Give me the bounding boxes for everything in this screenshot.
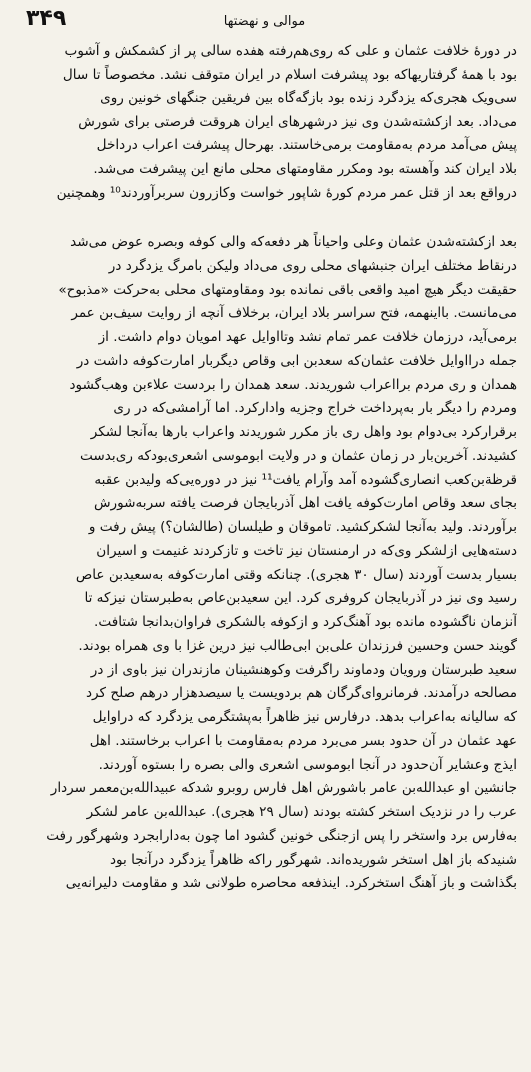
text-line: رسید وی نیز در آذربایجان کروفری کرد. این سعیدبن‌عاص به‌طبرستان نیزکه تا — [84, 590, 517, 607]
text-line: پیش می‌آمد مردم به‌مقاومت برمی‌خاستند. بهرحال پیشرفت اعراب درداخل — [96, 137, 517, 154]
text-line: گویند حسن وحسین فرزندان علی‌بن ابی‌طالب نیز درین غزا با وی همراه بودند. — [78, 637, 517, 654]
text-line: به‌فارس برد واستخر را پس ازجنگی خونین گشود اما چون به‌دارابجرد وشهرگور رفت — [46, 827, 517, 844]
text-line: برمی‌آید، درزمان خلافت عمر تمام نشد وتااوایل عهد امویان دوام داشت. از — [98, 329, 517, 346]
text-line: ایذج وعشایر آن‌حدود در آنجا ابوموسی اشعری والی بصره را بستوه آوردند. — [98, 756, 517, 773]
text-line: آنزمان ناگشوده مانده بود آهنگ‌کرد و ازکوفه بالشکری فراوان‌بدانجا شتافت. — [94, 614, 517, 631]
text-line: دسته‌هایی ازلشکر وی‌که در ارمنستان نیز تاخت و تازکردند غنیمت و اسیران — [96, 542, 517, 559]
text-line: سعید طبرستان ورویان ودماوند راگرفت وکوهنشینان مازندران نیز باوی از در — [90, 661, 517, 678]
text-line: بگذاشت و باز آهنگ استخرکرد. اینذفعه محاصره طولانی شد و مقاومت دلیرانه‌یی — [65, 875, 517, 892]
text-line: شنیدکه باز اهل استخر شوریده‌اند. شهرگور راکه ظاهراً یزدگرد درآنجا بود — [109, 851, 517, 868]
paragraph-1 — [12, 40, 517, 205]
text-line: می‌مانست. بااینهمه، فتح سراسر بلاد ایران، برخلاف آنچه از روایت سیف‌بن عمر — [71, 305, 517, 322]
text-line: سی‌ویک هجری‌که یزدگرد زنده بود بازگه‌گاه بین فریقین جنگهای خونین روی — [100, 90, 517, 107]
text-line: عرب را در نزدیک استخر کشته بودند (سال ۲۹ هجری). عبدالله‌بن عامر لشکر — [86, 804, 517, 821]
text-line: درنقاط مختلف ایران جنبشهای محلی روی می‌داد ولیکن بامرگ یزدگرد در — [108, 257, 517, 274]
text-line: همدان و ری مردم برااعراب شوریدند. سعد همدان را بردست علاءبن وهب‌گشود — [69, 376, 517, 393]
text-line: قرظةبن‌کعب انصاری‌گشوده آمد وآرام یافت¹¹ نیز در دوره‌یی‌که ولیدبن عقبه — [94, 471, 517, 488]
page-header — [12, 0, 517, 40]
text-line: در دورهٔ خلافت عثمان و علی که روی‌هم‌رفته هفده سالی پر از کشمکش و آشوب — [64, 43, 517, 59]
text-line: بعد ازکشته‌شدن عثمان وعلی واحیاناً هر دفعه‌که والی کوفه وبصره عوض می‌شد — [70, 234, 517, 251]
text-line: کشیدند. آخرین‌بار در زمان عثمان و در ولایت ابوموسی اشعری‌بودکه ری‌بدست — [80, 447, 517, 464]
text-line: جمله درااوایل خلافت عثمان‌که سعدبن ابی وقاص دیگربار امارت‌کوفه داشت در — [76, 352, 517, 369]
text-line: جانشین او عبدالله‌بن عامر باشورش اهل فارس روبرو شدکه عبیدالله‌بن‌معمر سردار — [50, 780, 517, 797]
paragraph-2 — [12, 231, 517, 896]
text-line: حقیقت دیگر هیچ امید واقعی باقی نمانده بود ومقاومتهای محلی به‌حرکت «مذبوح» — [58, 281, 517, 298]
text-line: درواقع بعد از قتل عمر مردم کورهٔ شاپور خواست وکازرون سربرآوردند¹⁰ وهمچنین — [56, 184, 517, 201]
running-title: موالی و نهضتها — [223, 14, 306, 29]
text-line: برقرارکرد بی‌دوام بود واهل ری باز مکرر شوریدند واعراب بارها به‌آنجا لشکر — [90, 424, 517, 441]
text-line: ومردم را دیگر بار به‌پرداخت خراج وجزیه وادارکرد. اما آرامشی‌که در ری — [113, 400, 517, 417]
text-line: می‌داد. بعد ازکشته‌شدن وی نیز درشهرهای ایران هروقت فرصتی برای شورش — [78, 113, 517, 130]
text-line: بجای سعد وقاص امارت‌کوفه یافت اهل آذربایجان فرصت یافته سربه‌شورش — [93, 495, 517, 512]
text-line: بود با همهٔ گرفتاریهاکه بود پیشرفت اسلام در ایران متوقف نشد. مخصوصاً تا سال — [62, 66, 517, 83]
text-line: عهد عثمان در آن حدود بسر می‌برد مردم به‌مقاومت با اعراب برخاستند. اهل — [89, 732, 517, 749]
text-line: برآوردند. ولید به‌آنجا لشکرکشید. تاموقان و طیلسان (طالشان؟) پیش رفت و — [88, 519, 517, 536]
text-line: بلاد ایران کند وآهسته بود ومکرر مقاومتهای محلی مانع این پیشرفت می‌شد. — [93, 160, 517, 177]
text-line: که سالیانه به‌اعراب بدهد. درفارس نیز ظاهراً به‌پشتگرمی یزدگرد که دراوایل — [92, 709, 517, 726]
text-line: بسیار بدست آوردند (سال ۳۰ هجری). چنانکه وقتی امارت‌کوفه به‌سعیدبن عاص — [75, 566, 517, 583]
page-number: ۳۴۹ — [26, 6, 67, 31]
text-line: مصالحه درآمدند. فرمانروای‌گرگان هم بردویست یا سیصدهزار درهم صلح کرد — [85, 685, 517, 702]
